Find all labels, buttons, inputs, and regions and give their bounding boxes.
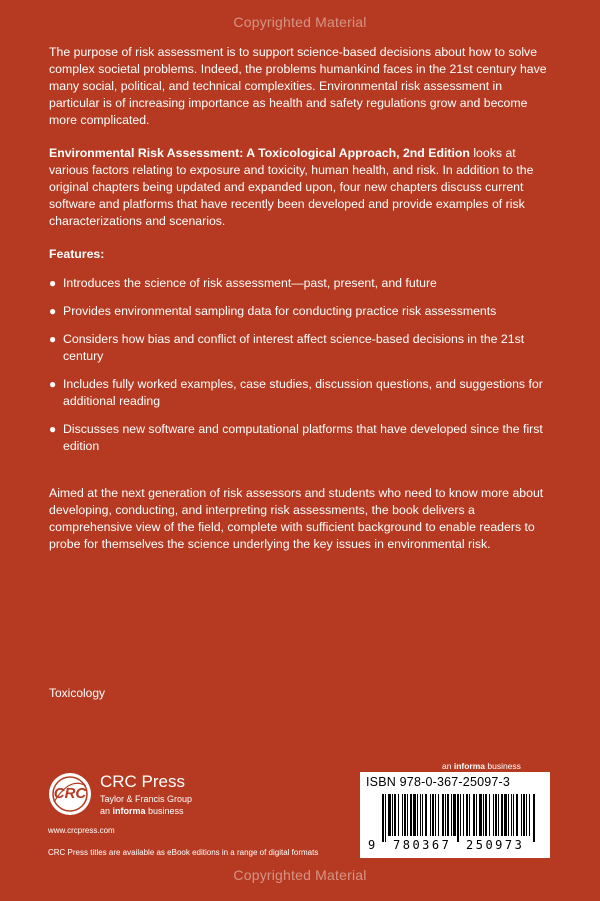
subject-category: Toxicology: [49, 686, 106, 700]
isbn-barcode-box: [360, 772, 550, 858]
feature-item: [49, 331, 549, 365]
features-list: [49, 275, 549, 455]
bullet-icon: ●: [49, 422, 57, 436]
ebook-note: CRC Press titles are available as eBook editions in a range of digital formats: [48, 848, 319, 857]
watermark-top: Copyrighted Material: [233, 14, 367, 30]
crc-press-logo: [48, 772, 238, 822]
feature-item: [49, 376, 549, 410]
informa-word: informa: [453, 761, 485, 771]
informa-suffix: business: [145, 806, 184, 816]
feature-item: [49, 303, 549, 320]
bullet-icon: ●: [49, 276, 57, 290]
feature-text: Introduces the science of risk assessment—past, present, and future: [63, 276, 437, 290]
feature-text: Discusses new software and computational platforms that have developed since the first edition: [63, 422, 543, 453]
barcode-digits-right: 250973: [466, 838, 525, 852]
barcode-digits-left: 780367: [393, 838, 452, 852]
informa-word: informa: [112, 806, 146, 816]
book-title: Environmental Risk Assessment: A Toxicological Approach, 2nd Edition: [49, 146, 470, 160]
informa-prefix: an: [442, 761, 454, 771]
intro-paragraph: The purpose of risk assessment is to support science-based decisions about how to solve complex societal problems. Indeed, the problems humankind faces in the 21st century have many social, political, and technical complexities. Environmental risk assessment in particular is of increasing importance as health and safety regulations grow and become more complicated.: [49, 45, 547, 127]
informa-suffix: business: [485, 761, 521, 771]
publisher-group: Taylor & Francis Group: [100, 794, 193, 804]
informa-prefix: an: [100, 806, 113, 816]
closing-paragraph: Aimed at the next generation of risk assessors and students who need to know more about developing, conducting, and interpreting risk assessments, the book delivers a comprehensive view of the field, complete with sufficient background to enable readers to probe for themselves the science underlying the key issues in environmental risk.: [49, 486, 544, 551]
publisher-website: www.crcpress.com: [48, 826, 115, 835]
book-description: looks at various factors relating to exposure and toxicity, human health, and risk. In addition to the original chapters being updated and expanded upon, four new chapters discuss current software and platforms that have recently been developed and provide examples of risk characterizations and scenarios.: [49, 146, 534, 228]
publisher-informa-line: [100, 806, 184, 816]
watermark-bottom: Copyrighted Material: [233, 867, 367, 883]
book-description-paragraph: [49, 145, 549, 230]
informa-business-label: [442, 761, 521, 771]
feature-text: Includes fully worked examples, case studies, discussion questions, and suggestions for additional reading: [63, 377, 543, 408]
isbn-label: ISBN 978-0-367-25097-3: [366, 775, 511, 789]
bullet-icon: ●: [49, 332, 57, 346]
feature-item: [49, 421, 549, 455]
feature-text: Provides environmental sampling data for conducting practice risk assessments: [63, 304, 497, 318]
crc-logo-letters: CRC: [53, 785, 87, 802]
barcode-digit-first: 9: [368, 838, 376, 852]
feature-text: Considers how bias and conflict of interest affect science-based decisions in the 21st century: [63, 332, 525, 363]
back-cover-text: [49, 44, 549, 569]
bullet-icon: ●: [49, 304, 57, 318]
barcode-icon: [380, 794, 540, 842]
bullet-icon: ●: [49, 377, 57, 391]
feature-item: [49, 275, 549, 292]
features-heading: Features:: [49, 247, 105, 261]
publisher-name: CRC Press: [100, 772, 186, 791]
